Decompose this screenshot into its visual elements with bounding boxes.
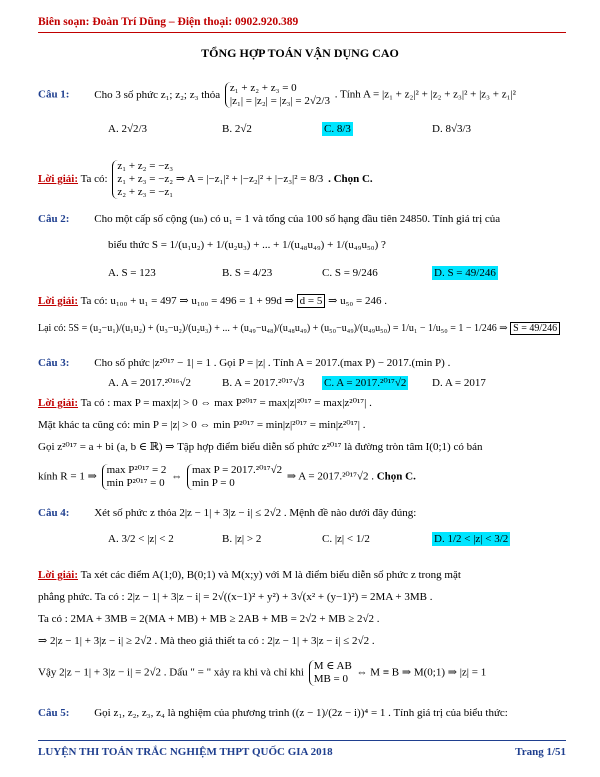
q3-system-left (102, 464, 167, 490)
page-number: Trang 1/51 (515, 746, 566, 758)
q3-statement (38, 356, 450, 370)
q2-solution-text2: Lại có: 5S = (u₂−u₁)/(u₁u₂) + (u₃−u₂)/(u₂u₃) + ... + (u₄₉−u₄₈)/(u₄₈u₄₉) + (u₅₀−u₄₉)/(u₄₉u₅₀) = 1/u₁ − 1/u₅₀ = 1 − 1/246 ⇒ (38, 323, 508, 334)
q2-solution-line2 (38, 322, 560, 336)
q1-system-line1: z₁ + z₂ + z₃ = 0 (229, 82, 297, 94)
q4-option-d: D. 1/2 < |z| < 3/2 (434, 533, 509, 545)
page-title: TỔNG HỢP TOÁN VẬN DỤNG CAO (201, 46, 399, 60)
q1-statement (38, 82, 516, 108)
q4-label: Câu 4: (38, 507, 70, 519)
q2-text: Cho một cấp số cộng (uₙ) có u₁ = 1 và tổng của 100 số hạng đầu tiên 24850. Tính giá trị của (94, 213, 501, 225)
q4-option-a: A. 3/2 < |z| < 2 (108, 533, 174, 545)
q5-label: Câu 5: (38, 707, 70, 719)
footer-title: LUYỆN THI TOÁN TRẮC NGHIỆM THPT QUỐC GIA 2018 (38, 746, 333, 758)
q1-text: Cho 3 số phức z₁; z₂; z₃ thỏa (94, 88, 221, 101)
q1-option-b: B. 2√2 (222, 123, 252, 135)
q3-system-left-2: min P²⁰¹⁷ = 0 (106, 477, 165, 489)
q1-option-a: A. 2√2/3 (108, 123, 148, 135)
q3-option-c: C. A = 2017.²⁰¹⁷√2 (324, 377, 407, 389)
q3-system-left-1: max P²⁰¹⁷ = 2 (106, 464, 167, 476)
q1-solution-line3: z₂ + z₃ = −z₁ (117, 186, 174, 198)
q4-solution-line5 (38, 660, 486, 686)
q3-option-b: B. A = 2017.²⁰¹⁷√3 (222, 377, 305, 389)
q1-option-d: D. 8√3/3 (432, 123, 472, 135)
q4-text: Xét số phức z thỏa 2|z − 1| + 3|z − i| ≤ 2√2 . Mệnh đề nào dưới đây đúng: (94, 507, 417, 519)
q4-solution-line3: Ta có : 2MA + 3MB = 2(MA + MB) + MB ≥ 2AB + MB = 2√2 + MB ≥ 2√2 . (38, 613, 380, 625)
q1-solution-line2: z₁ + z₃ = −z₂ ⇒ A = |−z₁|² + |−z₂|² + |−z₃|² = 8/3 (117, 173, 324, 185)
q2-option-b: B. S = 4/23 (222, 267, 273, 279)
q1-choose: . Chọn C. (328, 173, 373, 186)
q1-solution-line1: z₁ + z₂ = −z₃ (117, 160, 174, 172)
q4-condition-2: MB = 0 (313, 673, 349, 685)
q4-option-c: C. |z| < 1/2 (322, 533, 370, 545)
q3-solution-line3: Gọi z²⁰¹⁷ = a + bi (a, b ∈ ℝ) ⇒ Tập hợp điểm biểu diễn số phức z²⁰¹⁷ là đường tròn tâm I(0;1) có bán (38, 441, 483, 453)
q2-option-c: C. S = 9/246 (322, 267, 378, 279)
q3-system-right (187, 464, 282, 490)
q4-solution-label: Lời giải: (38, 569, 79, 581)
q2-solution-text1: Ta có: u₁₀₀ + u₁ = 497 ⇒ u₁₀₀ = 496 = 1 + 99d ⇒ (80, 295, 294, 307)
q4-condition-system (309, 660, 352, 686)
q3-choose: Chọn C. (376, 470, 416, 483)
q4-statement (38, 506, 416, 520)
q2-option-a: A. S = 123 (108, 267, 156, 279)
q5-statement (38, 706, 508, 720)
q1-system-line2: |z₁| = |z₂| = |z₃| = 2√2/3 (229, 95, 330, 107)
q4-solution-equality: Vậy 2|z − 1| + 3|z − i| = 2√2 . Dấu " = " xảy ra khi và chỉ khi (38, 666, 304, 679)
q3-system-right-1: max P = 2017.²⁰¹⁷√2 (191, 464, 283, 476)
q3-solution-text1: Ta có : max P = max|z| > 0 ⇔ max P²⁰¹⁷ = max|z|²⁰¹⁷ = max|z²⁰¹⁷| . (80, 397, 372, 409)
q4-solution-line2: phẳng phức. Ta có : 2|z − 1| + 3|z − i| = 2√((x−1)² + y²) + 3√(x² + (y−1)²) = 2MA + 3MB . (38, 591, 433, 603)
q3-option-d: D. A = 2017 (432, 377, 486, 389)
q4-option-b: B. |z| > 2 (222, 533, 262, 545)
q2-expression: biểu thức S = 1/(u₁u₂) + 1/(u₂u₃) + ... + 1/(u₄₈u₄₉) + 1/(u₄₉u₅₀) ? (108, 239, 386, 251)
q2-solution-label: Lời giải: (38, 295, 79, 307)
footer-rule (38, 740, 566, 741)
header-rule (38, 32, 566, 33)
q1-label: Câu 1: (38, 88, 70, 101)
q4-solution-text1: Ta xét các điểm A(1;0), B(0;1) và M(x;y) với M là điểm biểu diễn số phức z trong mặt (80, 569, 461, 581)
q1-option-c: C. 8/3 (324, 123, 351, 135)
q5-text: Gọi z₁, z₂, z₃, z₄ là nghiệm của phương trình ((z − 1)/(2z − i))⁴ = 1 . Tính giá trị của biểu thức: (94, 707, 508, 719)
q2-boxed-s: S = 49/246 (510, 322, 560, 335)
q3-option-a: A. A = 2017.²⁰¹⁶√2 (108, 377, 192, 389)
q2-statement (38, 212, 500, 226)
q4-solution-line4: ⇒ 2|z − 1| + 3|z − i| ≥ 2√2 . Mà theo giả thiết ta có : 2|z − 1| + 3|z − i| ≤ 2√2 . (38, 635, 375, 647)
q4-condition-1: M ∈ AB (313, 660, 352, 672)
q2-solution-end1: ⇒ u₅₀ = 246 . (328, 295, 387, 307)
q1-system (225, 82, 330, 108)
q3-solution-line4: kính R = 1 ⇒ max P²⁰¹⁷ = 2 min P²⁰¹⁷ = 0 ⇔ max P = 2017.²⁰¹⁷√2 min P = 0 ⇒ A = 2017.²⁰¹⁷√2 . Chọn C. (38, 464, 416, 489)
q2-solution-line1 (38, 294, 387, 308)
q4-solution-result: ⇔ M ≡ B ⇒ M(0;1) ⇒ |z| = 1 (356, 666, 487, 679)
q1-solution-intro: Ta có: (80, 173, 108, 186)
q3-system-right-2: min P = 0 (191, 477, 235, 489)
q2-label: Câu 2: (38, 213, 70, 225)
q1-solution (38, 160, 373, 199)
q1-solution-label: Lời giải: (38, 173, 79, 186)
q3-solution-radius: kính R = 1 ⇒ (38, 470, 97, 483)
author-header: Biên soạn: Đoàn Trí Dũng – Điện thoại: 0902.920.389 (38, 16, 299, 28)
q3-solution-line1 (38, 396, 372, 410)
q1-ask: . Tính A = |z₁ + z₂|² + |z₂ + z₃|² + |z₃ + z₁|² (334, 88, 516, 101)
q3-solution-label: Lời giải: (38, 397, 79, 409)
q3-solution-line2: Mặt khác ta cũng có: min P = |z| > 0 ⇔ min P²⁰¹⁷ = min|z|²⁰¹⁷ = min|z²⁰¹⁷| . (38, 419, 366, 431)
q2-option-d: D. S = 49/246 (434, 267, 496, 279)
q2-boxed-d: d = 5 (297, 294, 326, 308)
q3-label: Câu 3: (38, 357, 70, 369)
q3-solution-result: ⇒ A = 2017.²⁰¹⁷√2 . (286, 470, 374, 483)
q4-solution-line1 (38, 568, 461, 582)
q1-solution-system (112, 160, 323, 199)
q3-text: Cho số phức |z²⁰¹⁷ − 1| = 1 . Gọi P = |z| . Tính A = 2017.(max P) − 2017.(min P) . (94, 357, 451, 369)
